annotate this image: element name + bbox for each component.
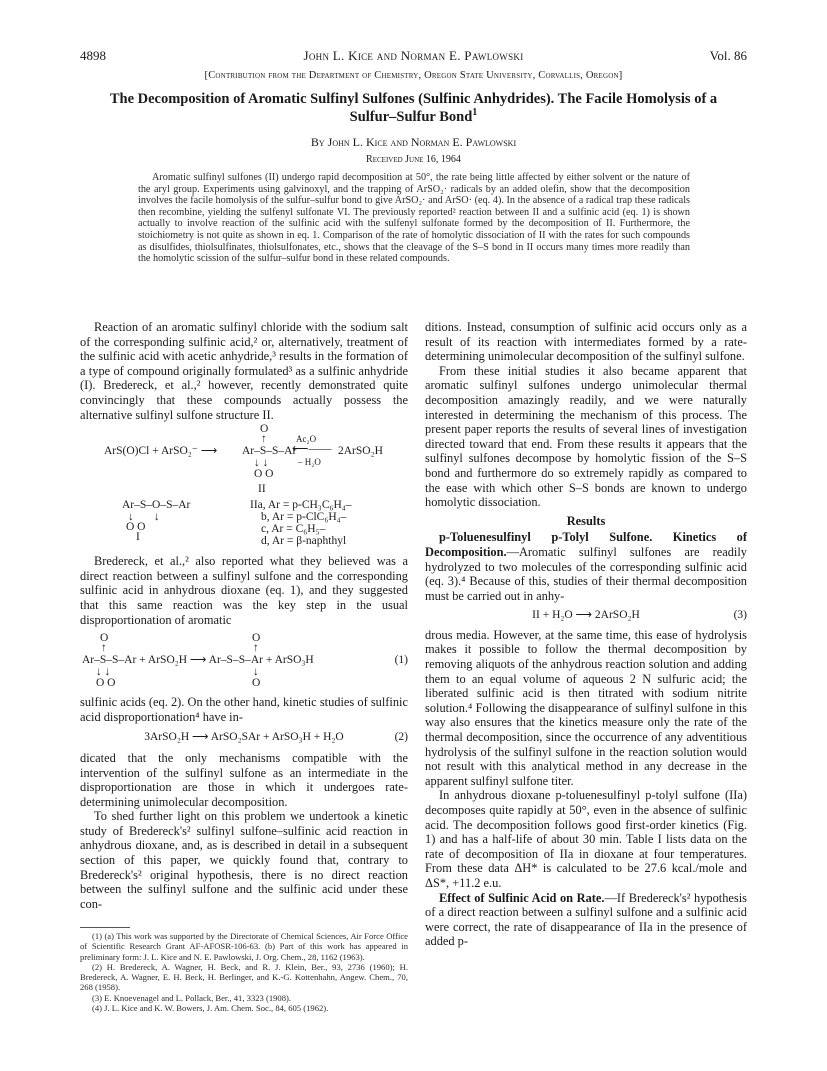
reaction-scheme-1	[80, 422, 408, 548]
variant-c: c, Ar = C₆H₅–	[261, 523, 326, 536]
eq1-down-arrows-left: ↓ ↓	[96, 666, 111, 679]
scheme1-right-side: 2ArSO₂H	[338, 445, 383, 458]
received-date: Received June 16, 1964	[366, 154, 461, 165]
paragraph: Bredereck, et al.,² also reported what they believed was a direct reaction between a sulfinyl sulfone and the corresponding sulfinic acid in anhydrous dioxane (eq. 1), and they suggested that this same reaction was the key step in the usual disproportionation of aromatic	[80, 554, 408, 627]
label-II: II	[258, 483, 266, 496]
eq1-top-oxygen-right: O	[252, 632, 261, 645]
right-column	[425, 320, 747, 949]
footnote-rule	[80, 927, 130, 928]
footnote: (3) E. Knoevenagel and L. Pollack, Ber., 41, 3323 (1908).	[92, 992, 292, 1003]
paragraph: Reaction of an aromatic sulfinyl chloride with the sodium salt of the corresponding sulfinic acid,² or, alternatively, treatment of the sulfinic acid with acetic anhydride,³ results in the formation of a type of compound originally formulated³ as a sulfinic anhydride (I). Bredereck, et al.,² however, recently demonstrated quite convincingly that these compounds actually possess the alternative sulfinyl sulfone structure II.	[80, 320, 408, 422]
eq1-body: Ar–S–S–Ar + ArSO₂H ⟶ Ar–S–S–Ar + ArSO₃H	[82, 654, 314, 667]
equation-2	[80, 730, 408, 745]
scheme1-reagent-top: Ac₂O	[296, 434, 317, 445]
abstract	[138, 172, 690, 265]
scheme1-top-oxygen: O	[260, 423, 269, 436]
paragraph-text: —If Bredereck's² hypothesis of a direct reaction between a sulfinyl sulfone and a sulfinic acid were correct, the rate of disappearance of IIa in the presence of added p-	[425, 890, 747, 949]
title-footnote-mark: 1	[472, 107, 478, 119]
article-title	[100, 90, 727, 126]
eq1-bottom-oxygen-right: O	[252, 677, 261, 690]
page-number: 4898	[80, 48, 106, 63]
section-heading-results: Results	[566, 513, 606, 528]
left-column	[80, 320, 408, 911]
paragraph: From these initial studies it also became apparent that aromatic sulfinyl sulfones undergo unimolecular thermal decomposition amazingly readily, and we were naturally interested in determining the mechanism of this process. The present paper reports the results of several lines of investigation directed toward that end. From these results it appears that the sulfinyl sulfones decompose by homolytic fission of the S–S bond and furthermore do so extremely rapidly as compared to the ease with which other S–S bonds are known to undergo homolytic dissociation.	[425, 363, 747, 510]
variant-a: IIa, Ar = p-CH₃C₆H₄–	[250, 499, 352, 512]
page-header	[80, 48, 747, 66]
footnote: (4) J. L. Kice and K. W. Bowers, J. Am. Chem. Soc., 84, 605 (1962).	[92, 1003, 329, 1014]
scheme1-product: Ar–S–S–Ar	[242, 445, 297, 458]
article-title-text: The Decomposition of Aromatic Sulfinyl Sulfones (Sulfinic Anhydrides). The Facile Homolysis of a Sulfur–Sulfur Bond	[109, 91, 718, 125]
eq3-text: II + H₂O ⟶ 2ArSO₂H	[532, 609, 640, 622]
structure-I-bonds: ↓ ↓	[128, 511, 160, 524]
scheme1-reagent-bottom: – H₂O	[298, 457, 321, 468]
paragraph: ditions. Instead, consumption of sulfinic acid occurs only as a result of its reaction with intermediates formed by a rate-determining unimolecular decomposition of the sulfinyl sulfone.	[425, 320, 747, 364]
equation-1	[80, 627, 408, 695]
eq1-up-arrow-left: ↑	[101, 642, 107, 655]
footnote: (1) (a) This work was supported by the Directorate of Chemical Sciences, Air Force Office of Scientific Research Grant AF-AFOSR-106-63. (b) Part of this work has appeared in preliminary form: J. L. Kice and N. E. Pawlowski, J. Org. Chem., 28, 1162 (1963).	[80, 931, 408, 962]
subsection-title: p-Toluenesulfinyl p-Tolyl Sulfone. Kinetics of Decomposition.	[425, 530, 747, 559]
eq1-bottom-oxygens-left: O O	[96, 677, 116, 690]
paragraph: In anhydrous dioxane p-toluenesulfinyl p-tolyl sulfone (IIa) decomposes quite rapidly at 50°, even in the absence of sulfinic acid. The decomposition follows good first-order kinetics (Fig. 1) and has a half-life of about 30 min. Table I lists data on the rate of decomposition of IIa in dioxane at four temperatures. From these data ΔH* is calculated to be 27.6 kcal./mole and ΔS*, +11.2 e.u.	[425, 788, 747, 890]
paragraph	[425, 530, 747, 603]
structure-I: Ar–S–O–S–Ar	[122, 499, 191, 512]
equation-3	[425, 608, 747, 623]
footnotes	[80, 931, 408, 1013]
variant-b: b, Ar = p-ClC₆H₄–	[261, 511, 347, 524]
paragraph: drous media. However, at the same time, this ease of hydrolysis makes it possible to follow the thermal decomposition by removing aliquots of the anhydrous reaction solution and adding them to an equal volume of aqueous 2 N sulfuric acid; the liberated sulfinic acid is then titrated with sodium nitrite solution.⁴ Following the disappearance of sulfinyl sulfone in this way also ensures that the kinetics measure only the rate of the thermal decomposition, since the occurrence of any adventitious hydrolysis of the sulfinyl sulfone in the reaction solution would not result with this analytical method in any decrease in the apparent sulfinyl sulfone titer.	[425, 627, 747, 788]
label-I: I	[136, 531, 140, 544]
eq2-text: 3ArSO₂H ⟶ ArSO₂SAr + ArSO₃H + H₂O	[144, 731, 344, 744]
scheme1-down-bonds: ↓ ↓	[254, 457, 269, 470]
subsection-title: Effect of Sulfinic Acid on Rate.	[439, 890, 605, 905]
running-title: John L. Kice and Norman E. Pawlowski	[303, 48, 524, 63]
eq1-number: (1)	[394, 654, 408, 667]
paragraph: To shed further light on this problem we undertook a kinetic study of Bredereck's² sulfinyl sulfone–sulfinic acid reaction in anhydrous dioxane, and, as is described in detail in a subsequent section of this paper, we quickly found that, contrary to Bredereck's² original hypothesis, there is no direct reaction between the sulfinyl sulfone and the sulfinic acid under these con-	[80, 809, 408, 911]
abstract-text: Aromatic sulfinyl sulfones (II) undergo rapid decomposition at 50°, the rate being little affected by either solvent or the nature of the aryl group. Experiments using galvinoxyl, and the trapping of ArSO₂· radicals by an added olefin, show that the decomposition involves the facile homolysis of the sulfur–sulfur bond to give ArSO₂· and ArSO· (eq. 4). In the absence of a radical trap these radicals then recombine, yielding the sulfenyl sulfonate VI. The previously reported² reaction between II and a sulfinic acid (eq. 1) is shown actually to involve reaction of the sulfinic acid with the sulfenyl sulfonate formed by the decomposition of II. Furthermore, the stoichiometry is not quite as shown in eq. 1. Comparison of the rate of homolytic dissociation of II with the rates for such compounds as disulfides, thiolsulfinates, thiolsulfonates, etc., shows that the cleavage of the S–S bond in II occurs many times more readily than the homolytic scission of the sulfur–sulfur bond in these related compounds.	[138, 172, 690, 265]
volume-label: Vol. 86	[709, 48, 747, 63]
scheme1-bond-arrow: ↑	[261, 433, 267, 446]
scheme1-bottom-oxygens: O O	[254, 468, 274, 481]
footnote: (2) H. Bredereck, A. Wagner, H. Beck, and R. J. Klein, Ber., 93, 2736 (1960); H. Bredereck, A. Wagner, E. H. Beck, H. Berlinger, and K.-G. Kottenhahn, Angew. Chem., 70, 268 (1958).	[80, 961, 408, 993]
paragraph-text: —Aromatic sulfinyl sulfones are readily hydrolyzed to two molecules of the corresponding sulfinic acid (eq. 3).⁴ Because of this, studies of their thermal decomposition must be carried out in anhy-	[425, 544, 747, 603]
variant-d: d, Ar = β-naphthyl	[261, 535, 347, 548]
eq1-top-oxygen-left: O	[100, 632, 109, 645]
eq1-down-arrow-right: ↓	[253, 666, 259, 679]
author-line: By John L. Kice and Norman E. Pawlowski	[310, 135, 517, 149]
eq3-number: (3)	[733, 609, 747, 622]
scheme1-reactants: ArS(O)Cl + ArSO₂⁻ ⟶	[104, 445, 218, 458]
paragraph: dicated that the only mechanisms compatible with the intervention of the sulfinyl sulfone as an intermediate in the disproportionation are those in which it undergoes rate-determining unimolecular decomposition.	[80, 750, 408, 809]
eq1-up-arrow-right: ↑	[253, 642, 259, 655]
eq2-number: (2)	[394, 731, 408, 744]
scheme1-equilibrium-arrow: ⟵——	[292, 443, 332, 456]
structure-I-oxygens: O O	[126, 521, 146, 534]
paragraph	[425, 891, 747, 949]
contribution-line: [Contribution from the Department of Chemistry, Oregon State University, Corvallis, Oregon]	[204, 70, 623, 81]
paragraph: sulfinic acids (eq. 2). On the other hand, kinetic studies of sulfinic acid disproportionation⁴ have in-	[80, 695, 408, 724]
